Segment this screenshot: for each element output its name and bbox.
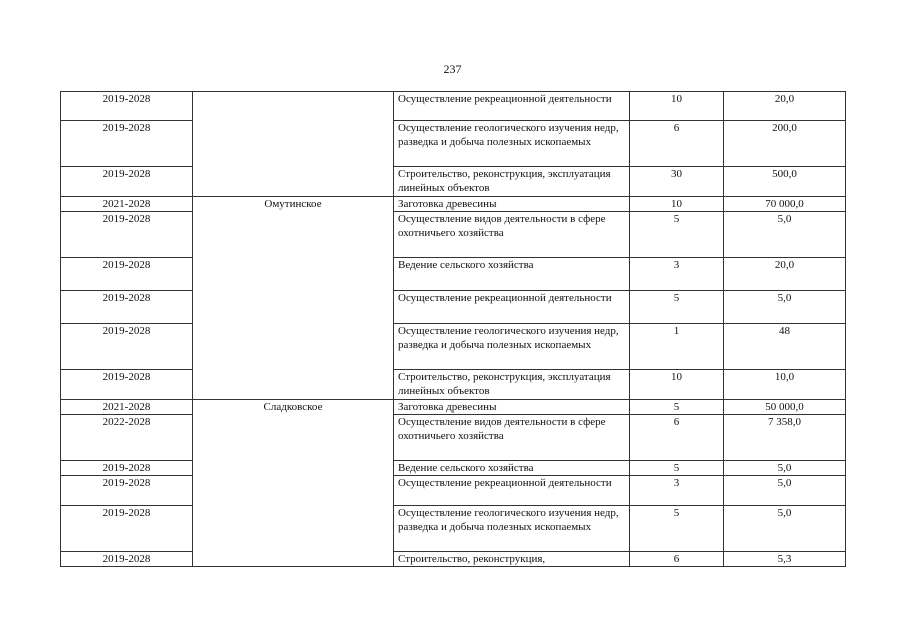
activity-cell: Строительство, реконструкция, <box>394 552 630 567</box>
activity-cell: Осуществление видов деятельности в сфере охотничьего хозяйства <box>394 415 630 461</box>
years-cell: 2019-2028 <box>61 461 193 476</box>
area-cell: 3 <box>630 258 724 291</box>
table-row <box>61 506 846 552</box>
area-cell: 6 <box>630 415 724 461</box>
volume-cell: 7 358,0 <box>724 415 846 461</box>
area-cell: 5 <box>630 506 724 552</box>
district-cell: Сладковское <box>193 400 394 567</box>
volume-cell: 5,0 <box>724 291 846 324</box>
activity-cell: Осуществление геологического изучения недр, разведка и добыча полезных ископаемых <box>394 324 630 370</box>
area-cell: 1 <box>630 324 724 370</box>
table-row <box>61 291 846 324</box>
volume-cell: 5,0 <box>724 461 846 476</box>
activity-cell: Строительство, реконструкция, эксплуатация линейных объектов <box>394 370 630 400</box>
activity-cell: Осуществление рекреационной деятельности <box>394 476 630 506</box>
table-row <box>61 400 846 415</box>
volume-cell: 200,0 <box>724 121 846 167</box>
activity-cell: Осуществление рекреационной деятельности <box>394 291 630 324</box>
table-row <box>61 476 846 506</box>
years-cell: 2019-2028 <box>61 121 193 167</box>
page-number: 237 <box>443 62 462 76</box>
activity-cell: Строительство, реконструкция, эксплуатация линейных объектов <box>394 167 630 197</box>
volume-cell: 5,3 <box>724 552 846 567</box>
volume-cell: 20,0 <box>724 258 846 291</box>
volume-cell: 70 000,0 <box>724 197 846 212</box>
table-row <box>61 461 846 476</box>
area-cell: 5 <box>630 461 724 476</box>
activity-cell: Заготовка древесины <box>394 197 630 212</box>
district-cell <box>193 92 394 197</box>
table-row <box>61 258 846 291</box>
years-cell: 2019-2028 <box>61 92 193 121</box>
area-cell: 10 <box>630 197 724 212</box>
years-cell: 2019-2028 <box>61 258 193 291</box>
activity-cell: Ведение сельского хозяйства <box>394 258 630 291</box>
activity-cell: Осуществление рекреационной деятельности <box>394 92 630 121</box>
table-row <box>61 324 846 370</box>
table-row <box>61 552 846 567</box>
volume-cell: 5,0 <box>724 212 846 258</box>
district-cell: Омутинское <box>193 197 394 400</box>
area-cell: 6 <box>630 552 724 567</box>
years-cell: 2022-2028 <box>61 415 193 461</box>
table-row <box>61 212 846 258</box>
area-cell: 5 <box>630 291 724 324</box>
area-cell: 3 <box>630 476 724 506</box>
forest-use-table <box>60 91 846 567</box>
years-cell: 2021-2028 <box>61 197 193 212</box>
table-row <box>61 167 846 197</box>
years-cell: 2019-2028 <box>61 506 193 552</box>
volume-cell: 48 <box>724 324 846 370</box>
activity-cell: Заготовка древесины <box>394 400 630 415</box>
area-cell: 5 <box>630 212 724 258</box>
activity-cell: Осуществление геологического изучения недр, разведка и добыча полезных ископаемых <box>394 121 630 167</box>
table-row <box>61 370 846 400</box>
years-cell: 2019-2028 <box>61 167 193 197</box>
years-cell: 2019-2028 <box>61 324 193 370</box>
volume-cell: 10,0 <box>724 370 846 400</box>
table-row <box>61 415 846 461</box>
years-cell: 2019-2028 <box>61 370 193 400</box>
volume-cell: 5,0 <box>724 506 846 552</box>
years-cell: 2019-2028 <box>61 552 193 567</box>
activity-cell: Осуществление видов деятельности в сфере охотничьего хозяйства <box>394 212 630 258</box>
years-cell: 2019-2028 <box>61 212 193 258</box>
area-cell: 5 <box>630 400 724 415</box>
volume-cell: 5,0 <box>724 476 846 506</box>
area-cell: 10 <box>630 92 724 121</box>
table-row <box>61 197 846 212</box>
volume-cell: 500,0 <box>724 167 846 197</box>
years-cell: 2019-2028 <box>61 291 193 324</box>
activity-cell: Ведение сельского хозяйства <box>394 461 630 476</box>
volume-cell: 20,0 <box>724 92 846 121</box>
activity-cell: Осуществление геологического изучения недр, разведка и добыча полезных ископаемых <box>394 506 630 552</box>
area-cell: 10 <box>630 370 724 400</box>
area-cell: 30 <box>630 167 724 197</box>
table-row <box>61 121 846 167</box>
years-cell: 2021-2028 <box>61 400 193 415</box>
area-cell: 6 <box>630 121 724 167</box>
years-cell: 2019-2028 <box>61 476 193 506</box>
volume-cell: 50 000,0 <box>724 400 846 415</box>
table-row <box>61 92 846 121</box>
